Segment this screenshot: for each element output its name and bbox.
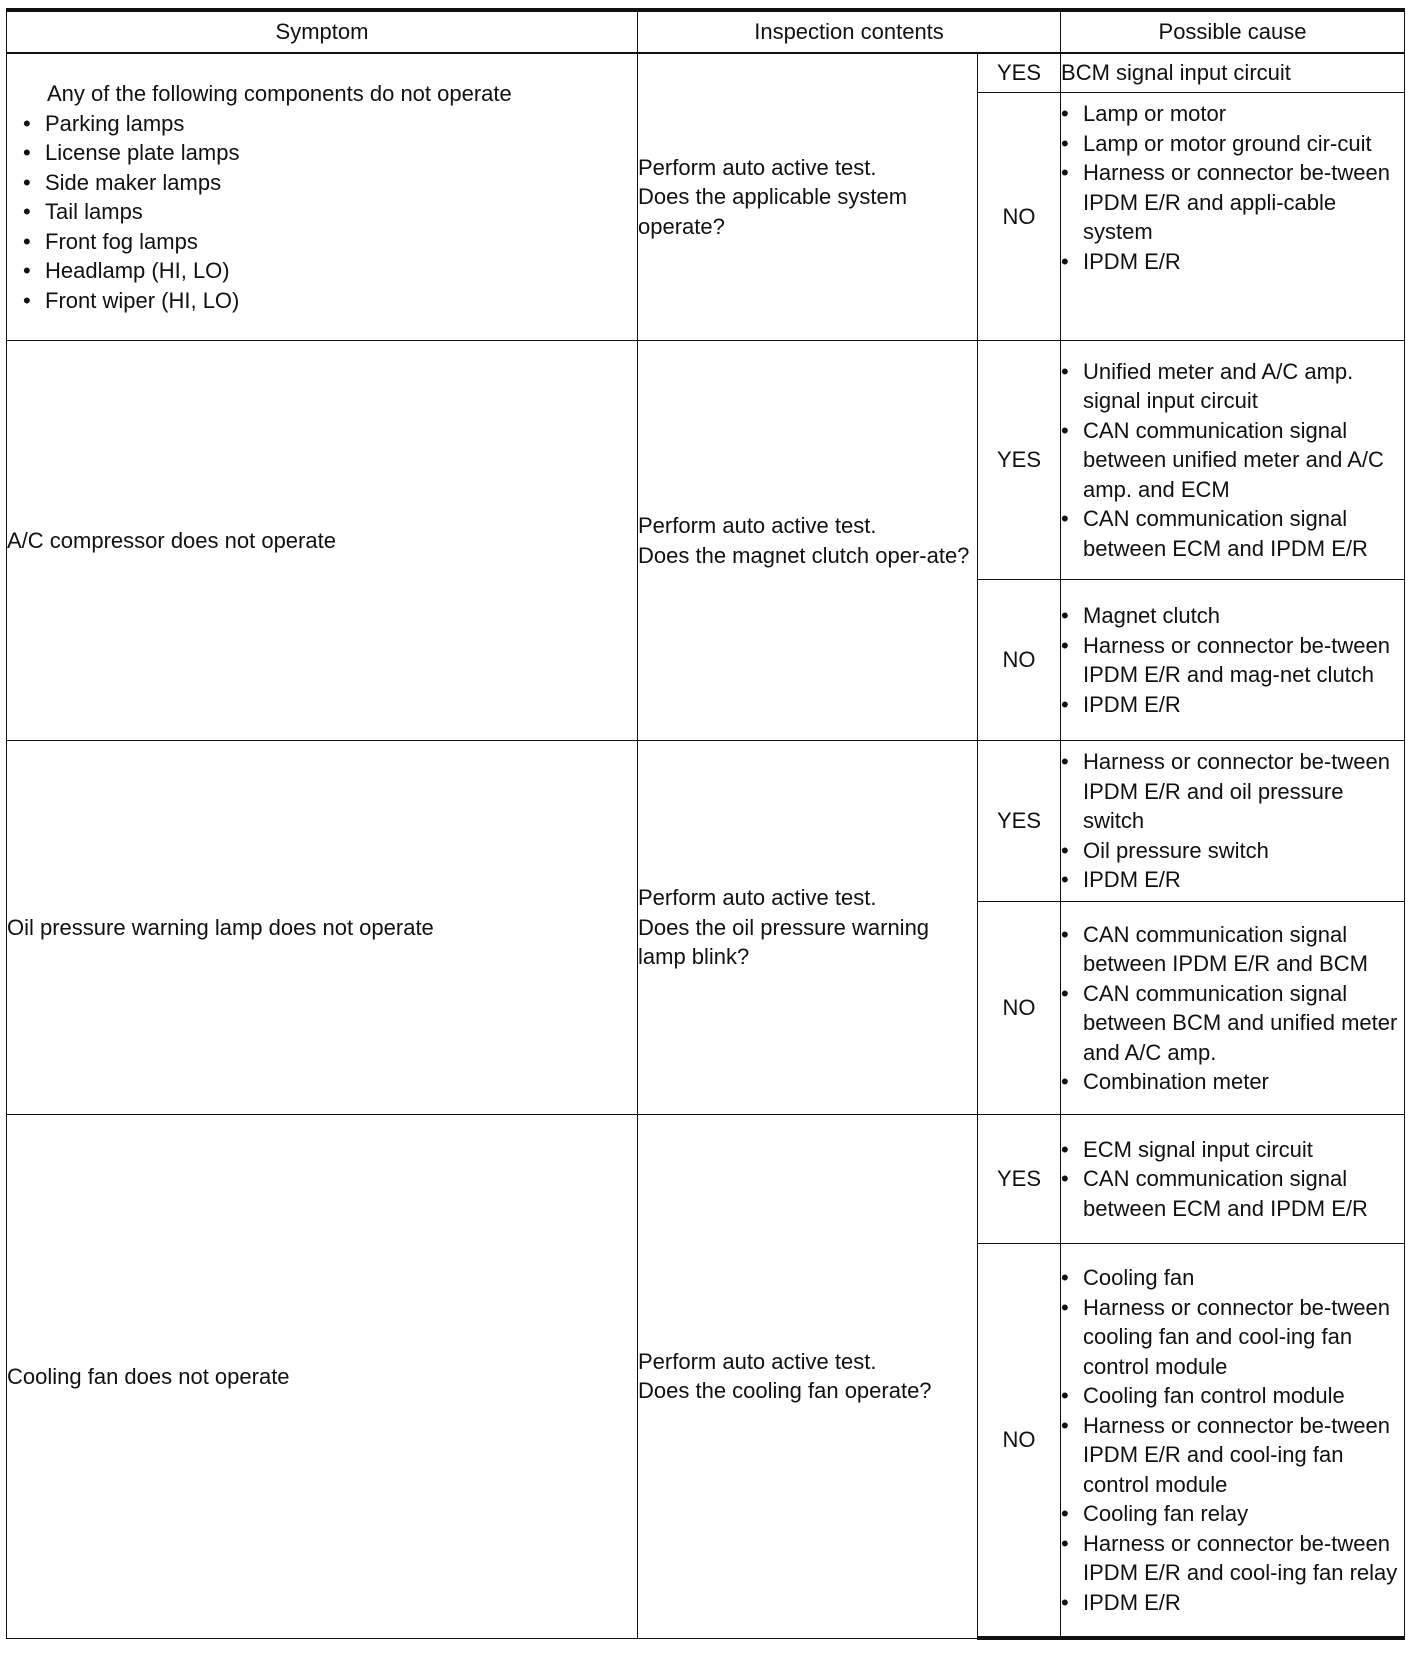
cause-item: • Harness or connector be-tween cooling fan and cool-ing fan control module: [1061, 1293, 1404, 1382]
cause-cell: [1061, 902, 1405, 1115]
cause-item: • IPDM E/R: [1061, 690, 1404, 720]
list-item: • Front fog lamps: [23, 227, 637, 257]
symptom-cell: A/C compressor does not operate: [7, 341, 638, 741]
header-cause: Possible cause: [1061, 10, 1405, 53]
cause-item: • CAN communication signal between IPDM E/R and BCM: [1061, 920, 1404, 979]
cause-cell: [1061, 341, 1405, 580]
symptom-cell: Oil pressure warning lamp does not operate: [7, 741, 638, 1115]
cause-item: • CAN communication signal between ECM and IPDM E/R: [1061, 504, 1404, 563]
inspection-line: Perform auto active test.: [638, 885, 877, 911]
table-row: [7, 53, 1405, 93]
cause-item: • IPDM E/R: [1061, 247, 1404, 277]
cause-list: [1061, 1135, 1404, 1224]
header-symptom: Symptom: [7, 10, 638, 53]
cause-cell: [1061, 1244, 1405, 1639]
cause-cell: [1061, 1115, 1405, 1244]
inspection-cell: [638, 53, 978, 341]
symptom-list: [23, 109, 637, 316]
inspection-cell: [638, 741, 978, 1115]
cause-item: • Harness or connector be-tween IPDM E/R and cool-ing fan control module: [1061, 1411, 1404, 1500]
cause-item: • Oil pressure switch: [1061, 836, 1404, 866]
list-item: • Parking lamps: [23, 109, 637, 139]
header-inspection: Inspection contents: [638, 10, 1061, 53]
cause-cell: [1061, 741, 1405, 902]
cause-item: • Harness or connector be-tween IPDM E/R and oil pressure switch: [1061, 747, 1404, 836]
inspection-line: Does the cooling fan operate?: [638, 1378, 932, 1404]
cause-item: • IPDM E/R: [1061, 865, 1404, 895]
cause-item: • Harness or connector be-tween IPDM E/R and cool-ing fan relay: [1061, 1529, 1404, 1588]
symptom-cell: [7, 53, 638, 341]
cause-item: • CAN communication signal between ECM and IPDM E/R: [1061, 1164, 1404, 1223]
inspection-line: Perform auto active test.: [638, 1348, 877, 1374]
table-row: [7, 341, 1405, 580]
inspection-cell: [638, 1115, 978, 1639]
list-item: • Side maker lamps: [23, 168, 637, 198]
cause-item: BCM signal input circuit: [1061, 60, 1291, 86]
inspection-cell: [638, 341, 978, 741]
answer-no: NO: [978, 580, 1061, 741]
inspection-line: Does the applicable system: [638, 184, 908, 210]
inspection-line: Perform auto active test.: [638, 154, 877, 180]
inspection-line: Perform auto active test.: [638, 513, 877, 538]
cause-item: • Combination meter: [1061, 1067, 1404, 1097]
cause-item: • CAN communication signal between unified meter and A/C amp. and ECM: [1061, 416, 1404, 505]
header-row: [7, 10, 1405, 53]
table-row: [7, 741, 1405, 902]
list-item: • License plate lamps: [23, 138, 637, 168]
symptom-cell: Cooling fan does not operate: [7, 1115, 638, 1639]
answer-no: NO: [978, 902, 1061, 1115]
cause-list: [1061, 747, 1404, 895]
cause-item: • Lamp or motor: [1061, 99, 1404, 129]
inspection-line: operate?: [638, 213, 725, 239]
cause-item: • IPDM E/R: [1061, 1588, 1404, 1618]
cause-item: • Cooling fan relay: [1061, 1499, 1404, 1529]
cause-cell: [1061, 93, 1405, 341]
cause-item: • Cooling fan: [1061, 1263, 1404, 1293]
cause-item: • Cooling fan control module: [1061, 1381, 1404, 1411]
inspection-line: Does the oil pressure warning lamp blink?: [638, 914, 930, 970]
answer-no: NO: [978, 93, 1061, 341]
cause-list: [1061, 601, 1404, 719]
cause-cell: [1061, 53, 1405, 93]
table-row: [7, 1115, 1405, 1244]
cause-item: • Unified meter and A/C amp. signal input circuit: [1061, 357, 1404, 416]
list-item: • Front wiper (HI, LO): [23, 286, 637, 316]
answer-yes: YES: [978, 741, 1061, 902]
cause-item: • Magnet clutch: [1061, 601, 1404, 631]
diagnosis-table: [6, 8, 1405, 1640]
cause-item: • Harness or connector be-tween IPDM E/R and appli-cable system: [1061, 158, 1404, 247]
cause-cell: [1061, 580, 1405, 741]
cause-item: • ECM signal input circuit: [1061, 1135, 1404, 1165]
answer-yes: YES: [978, 53, 1061, 93]
answer-no: NO: [978, 1244, 1061, 1639]
list-item: • Tail lamps: [23, 197, 637, 227]
answer-yes: YES: [978, 1115, 1061, 1244]
cause-item: • CAN communication signal between BCM and unified meter and A/C amp.: [1061, 979, 1404, 1068]
cause-item: • Harness or connector be-tween IPDM E/R and mag-net clutch: [1061, 631, 1404, 690]
inspection-line: Does the magnet clutch oper-ate?: [638, 542, 970, 568]
cause-list: [1061, 99, 1404, 276]
symptom-intro: Any of the following components do not operate: [47, 81, 512, 106]
cause-list: [1061, 357, 1404, 564]
list-item: • Headlamp (HI, LO): [23, 256, 637, 286]
cause-item: • Lamp or motor ground cir-cuit: [1061, 129, 1404, 159]
cause-list: [1061, 920, 1404, 1097]
cause-list: [1061, 1263, 1404, 1617]
answer-yes: YES: [978, 341, 1061, 580]
